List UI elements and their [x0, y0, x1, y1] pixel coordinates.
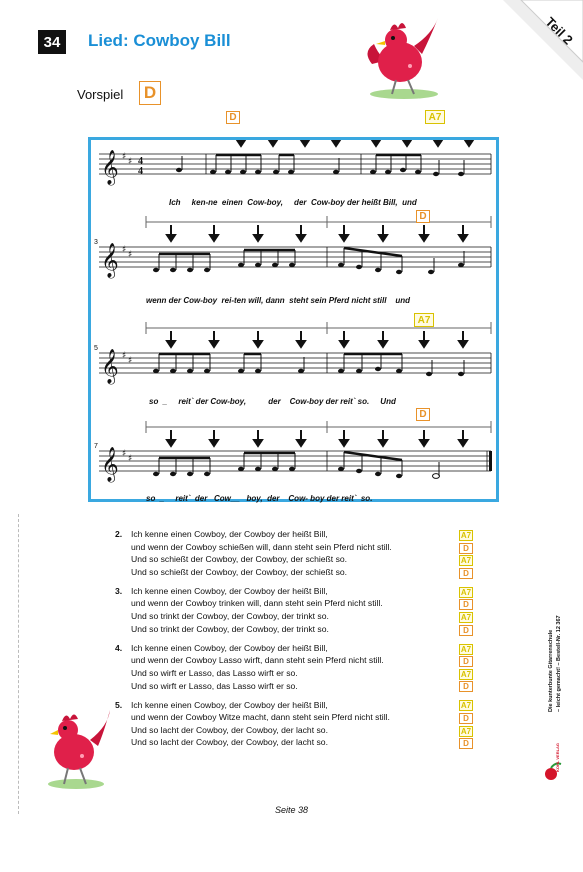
chord-box: D: [459, 599, 473, 610]
svg-text:♯: ♯: [122, 245, 127, 255]
margin-divider: [18, 514, 20, 814]
verse-number: 2.: [115, 529, 123, 539]
publisher-sidebar: [548, 615, 572, 872]
verse-line: und wenn der Cowboy Witze macht, dann steht sein Pferd nicht still.: [131, 712, 390, 723]
music-score: [88, 137, 499, 502]
chord-box: A7: [460, 587, 472, 597]
verse-line: und wenn der Cowboy schießen will, dann steht sein Pferd nicht still.: [131, 541, 392, 552]
verse-line: Und so wirft er Lasso, das Lasso wirft er so.: [131, 667, 298, 678]
verse-line: Ich kenne einen Cowboy, der Cowboy der heißt Bill,: [131, 699, 328, 710]
svg-text:4: 4: [138, 166, 143, 177]
svg-text:♯: ♯: [128, 356, 133, 366]
verse-line: Ich kenne einen Cowboy, der Cowboy der heißt Bill,: [131, 642, 328, 653]
lyrics-line: so _ reit` der Cow__ boy, der Cow- boy der reit` so.: [146, 494, 373, 503]
chord-box: D: [459, 543, 473, 554]
svg-text:𝄞: 𝄞: [101, 243, 119, 278]
publisher-name: KOHL VERLAG: [555, 742, 560, 772]
chord-box: D: [459, 568, 473, 579]
chord-box: D: [459, 738, 473, 749]
chord-box: D: [459, 656, 473, 667]
chord-box: A7: [460, 701, 472, 711]
verse: [115, 699, 465, 749]
chord-box: D: [459, 681, 473, 692]
verse-number: 4.: [115, 642, 123, 653]
measure-number: 7: [94, 443, 98, 450]
lyrics-line: wenn der Cow-boy rei-ten will, dann steht sein Pferd nicht still und: [146, 296, 411, 305]
svg-text:𝄞: 𝄞: [101, 349, 119, 384]
rooster-illustration: [38, 706, 114, 792]
measure-number: 5: [94, 345, 98, 352]
chord-box: A7: [460, 556, 472, 566]
verse-chords: [459, 530, 475, 751]
chord-box: A7: [414, 313, 434, 327]
page-number: Seite 38: [274, 805, 309, 815]
measure-number: 3: [94, 239, 98, 246]
verse-line: Und so schießt der Cowboy, der Cowboy, der schießt so.: [131, 554, 348, 565]
svg-text:♯: ♯: [122, 449, 127, 459]
verse-line: Und so wirft er Lasso, das Lasso wirft er so.: [131, 680, 298, 691]
svg-text:4: 4: [138, 156, 143, 167]
corner-tab-label: Teil 2: [542, 14, 576, 48]
verse-line: Ich kenne einen Cowboy, der Cowboy der heißt Bill,: [131, 529, 328, 539]
vorspiel-label: Vorspiel: [77, 87, 124, 102]
verse-number: 5.: [115, 699, 123, 710]
svg-text:♯: ♯: [122, 351, 127, 361]
chord-box: A7: [460, 644, 472, 654]
chord-box: A7: [460, 669, 472, 679]
chord-box: D: [416, 408, 430, 421]
rooster-illustration: [352, 14, 444, 102]
verses-section: [115, 528, 465, 756]
vorspiel-chord: D: [139, 81, 161, 105]
svg-text:♯: ♯: [128, 250, 133, 260]
chord-box: D: [459, 625, 473, 636]
lyrics-line: so _ reit` der Cow-boy, der Cow-boy der reit` so. Und: [149, 397, 396, 406]
svg-text:𝄞: 𝄞: [101, 447, 119, 482]
verse: [115, 585, 465, 635]
verse-line: und wenn der Cowboy trinken will, dann steht sein Pferd nicht still.: [131, 598, 383, 609]
book-title: Die kunterbunte Gitarrenschule: [548, 629, 554, 712]
svg-text:♯: ♯: [122, 152, 127, 162]
svg-text:𝄞: 𝄞: [101, 150, 119, 185]
verse-line: Und so trinkt der Cowboy, der Cowboy, der trinkt so.: [131, 623, 329, 634]
chord-box: D: [226, 111, 240, 124]
chord-box: D: [459, 713, 473, 724]
corner-tab: [473, 0, 583, 110]
verse-line: Und so lacht der Cowboy, der Cowboy, der lacht so.: [131, 724, 328, 735]
verse-number: 3.: [115, 585, 123, 596]
verse: [115, 642, 465, 692]
page-title: Lied: Cowboy Bill: [88, 31, 231, 50]
verse-line: Und so schießt der Cowboy, der Cowboy, der schießt so.: [131, 566, 348, 577]
svg-text:♯: ♯: [128, 454, 133, 464]
strum-arrows: [91, 140, 496, 499]
chord-box: A7: [460, 531, 472, 540]
chord-box: A7: [460, 726, 472, 736]
svg-text:♯: ♯: [128, 157, 133, 167]
lesson-number-badge: [38, 30, 66, 54]
lyrics-line: Ich ken-ne einen Cow-boy, der Cow-boy der heißt Bill, und: [169, 198, 417, 207]
lesson-number: 34: [43, 33, 61, 51]
chord-box: A7: [425, 110, 445, 124]
chord-box: D: [416, 210, 430, 223]
verse-line: Und so trinkt der Cowboy, der Cowboy, der trinkt so.: [131, 611, 329, 622]
chord-box: A7: [460, 612, 472, 622]
verse-line: Ich kenne einen Cowboy, der Cowboy der heißt Bill,: [131, 585, 328, 596]
publisher-logo: [541, 742, 571, 782]
verse-line: und wenn der Cowboy Lasso wirft, dann steht sein Pferd nicht still.: [131, 655, 384, 666]
verse-line: Und so lacht der Cowboy, der Cowboy, der lacht so.: [131, 737, 328, 748]
order-number: – leicht gemacht! – Bestell-Nr. 12 367: [556, 615, 562, 712]
verse: [115, 528, 465, 578]
